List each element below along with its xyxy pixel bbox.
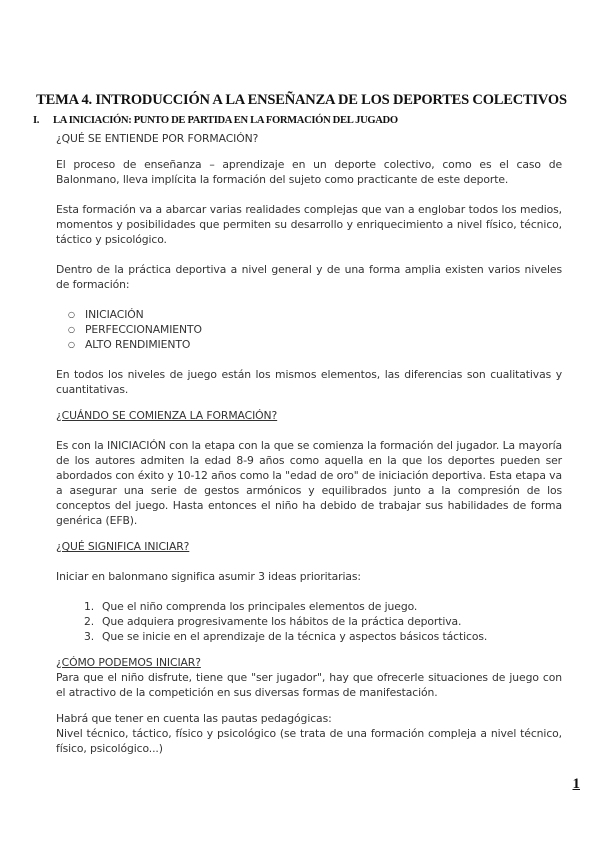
- list-item: 3. Que se inicie en el aprendizaje de la técnica y aspectos básicos tácticos.: [84, 630, 488, 643]
- list-item: ○ INICIACIÓN: [85, 307, 562, 322]
- levels-list: [56, 307, 562, 352]
- list-item: 2. Que adquiera progresivamente los hábitos de la práctica deportiva.: [84, 615, 462, 628]
- ideas-list: [56, 599, 562, 644]
- list-item: ○ PERFECCIONAMIENTO: [85, 322, 562, 337]
- page-number: 1: [572, 776, 580, 792]
- section-number: I.: [33, 115, 40, 126]
- paragraph-6: Iniciar en balonmano significa asumir 3 ideas prioritarias:: [56, 570, 361, 583]
- list-item: ○ ALTO RENDIMIENTO: [85, 337, 562, 352]
- question-significa: ¿QUÉ SIGNIFICA INICIAR?: [56, 540, 190, 553]
- document-body: [56, 131, 562, 756]
- paragraph-2: Esta formación va a abarcar varias realidades complejas que van a englobar todos los medios, momentos y posibilidades que permiten su desarrollo y enriquecimiento a nivel físico, técnico, táctico y psicológico.: [56, 203, 562, 246]
- paragraph-5: Es con la INICIACIÓN con la etapa con la que se comienza la formación del jugador. La mayoría de los autores admiten la edad 8-9 años como aquella en la que los deportes pueden ser abordados con éxito y 10-12 años como la "edad de oro" de iniciación deportiva. Esta etapa va a asegurar una serie de gestos armónicos y equilibrados junto a la compresión de los conceptos del juego. Hasta entonces el niño ha debido de trabajar sus habilidades de forma genérica (EFB).: [56, 439, 562, 527]
- paragraph-1: El proceso de enseñanza – aprendizaje en un deporte colectivo, como es el caso de Balonmano, lleva implícita la formación del sujeto como practicante de este deporte.: [56, 158, 562, 186]
- question-cuando: ¿CUÁNDO SE COMIENZA LA FORMACIÓN?: [56, 409, 278, 422]
- list-item: 1. Que el niño comprenda los principales elementos de juego.: [84, 600, 418, 613]
- paragraph-4: En todos los niveles de juego están los mismos elementos, las diferencias son cualitativas y cuantitativas.: [56, 368, 562, 396]
- question-como: ¿CÓMO PODEMOS INICIAR?: [56, 656, 201, 669]
- section-heading: [33, 115, 398, 126]
- paragraph-8: Habrá que tener en cuenta las pautas pedagógicas:: [56, 712, 332, 725]
- paragraph-7: Para que el niño disfrute, tiene que "ser jugador", hay que ofrecerle situaciones de juego con el atractivo de la competición en sus diversas formas de manifestación.: [56, 671, 562, 699]
- paragraph-3: Dentro de la práctica deportiva a nivel general y de una forma amplia existen varios niveles de formación:: [56, 263, 562, 291]
- section-title: LA INICIACIÓN: PUNTO DE PARTIDA EN LA FORMACIÓN DEL JUGADO: [53, 115, 398, 126]
- question-formacion: ¿QUÉ SE ENTIENDE POR FORMACIÓN?: [56, 132, 259, 145]
- page-title: TEMA 4. INTRODUCCIÓN A LA ENSEÑANZA DE LOS DEPORTES COLECTIVOS: [36, 92, 567, 108]
- paragraph-9: Nivel técnico, táctico, físico y psicológico (se trata de una formación compleja a nivel técnico, físico, psicológico...): [56, 727, 562, 755]
